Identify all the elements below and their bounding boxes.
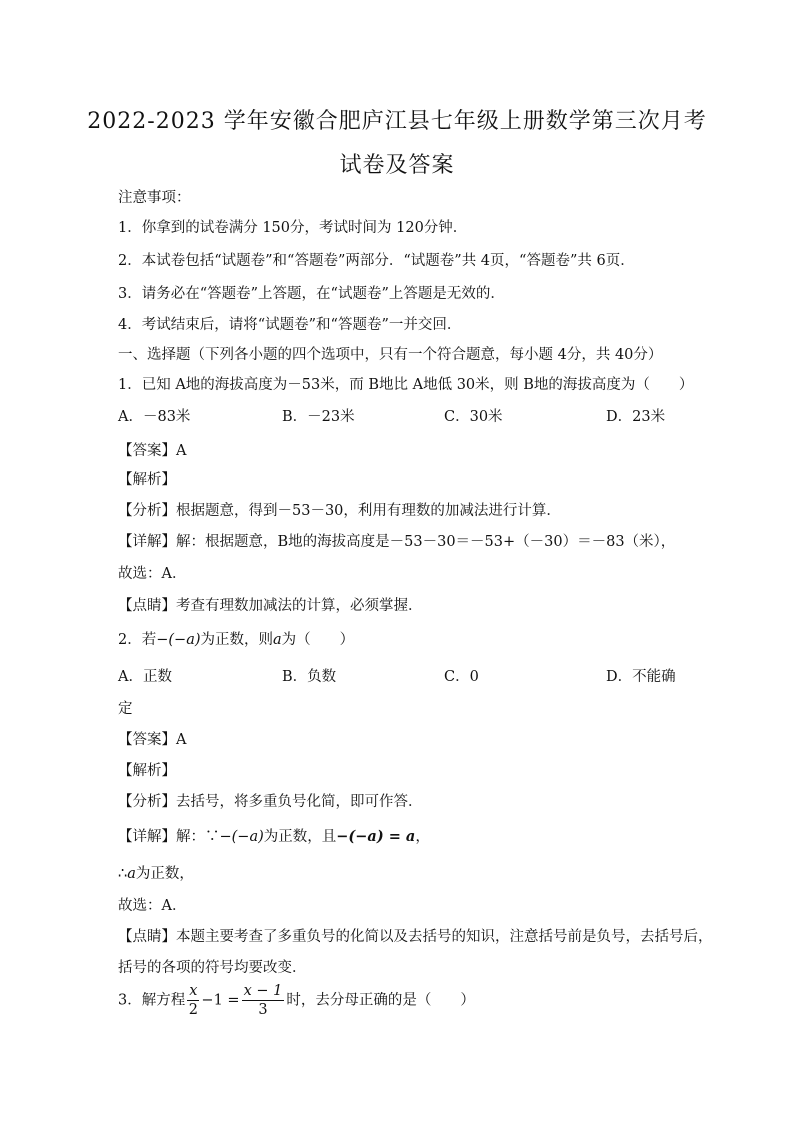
q2-option-c: C．0	[444, 669, 479, 685]
q2-xiangjie-expr1: −(−a)	[219, 829, 264, 845]
q1-option-b: B．－23米	[282, 409, 355, 425]
q1-option-a: A．－83米	[118, 409, 191, 425]
q2-stem-var: a	[273, 632, 282, 648]
q3-stem-mid: −1 =	[201, 992, 240, 1009]
notice-header: 注意事项：	[118, 190, 191, 206]
q1-analysis-label: 【解析】	[118, 472, 176, 488]
q2-therefore-var: a	[127, 866, 136, 882]
q2-xiangjie-expr2: −(−a) = a	[336, 828, 416, 845]
notice-item-3: 3．请务必在“答题卷”上答题，在“试题卷”上答题是无效的．	[118, 286, 505, 302]
q2-stem-expr: −(−a)	[156, 632, 201, 648]
q1-option-d: D．23米	[606, 409, 666, 425]
q2-stem-pre: 2．若	[118, 632, 157, 648]
q2-answer: 【答案】A	[118, 732, 187, 748]
q3-stem-post: 时，去分母正确的是（ ）	[286, 992, 475, 1009]
q2-dianjing-line-2: 括号的各项的符号均要改变．	[118, 960, 307, 976]
q1-option-c: C．30米	[444, 409, 503, 425]
q1-xiangjie: 【详解】解：根据题意，B地的海拔高度是－53－30＝－53+（－30）＝－83（米），	[118, 534, 676, 550]
q2-xiangjie	[118, 825, 430, 846]
q2-fenxi: 【分析】去括号，将多重负号化简，即可作答．	[118, 794, 423, 810]
section-heading: 一、选择题（下列各小题的四个选项中，只有一个符合题意，每小题 4分，共 40分）	[118, 347, 663, 363]
q2-therefore	[118, 862, 194, 883]
q3-fraction-1	[187, 982, 199, 1019]
q3-fraction-1-numerator: x	[189, 983, 198, 999]
q2-analysis-label: 【解析】	[118, 763, 176, 779]
q2-option-b: B．负数	[282, 669, 337, 685]
q2-dianjing-line-1: 【点睛】本题主要考查了多重负号的化简以及去括号的知识，注意括号前是负号，去括号后，	[118, 929, 713, 945]
doc-title-line-2: 试卷及答案	[339, 153, 455, 178]
q3-fraction-2-denominator: 3	[258, 1002, 268, 1018]
q3-stem	[118, 982, 475, 1019]
q1-guxuan: 故选：A．	[118, 566, 187, 582]
q2-guxuan: 故选：A．	[118, 898, 187, 914]
q2-option-a: A．正数	[118, 669, 172, 685]
q2-stem	[118, 628, 354, 649]
q2-therefore-post: 为正数，	[135, 866, 194, 882]
q2-stem-post: 为（ ）	[281, 632, 355, 648]
q3-fraction-1-denominator: 2	[188, 1002, 198, 1018]
notice-item-1: 1．你拿到的试卷满分 150分，考试时间为 120分钟．	[118, 220, 468, 236]
notice-item-2: 2．本试卷包括“试题卷”和“答题卷”两部分．“试题卷”共 4页，“答题卷”共 6页．	[118, 253, 635, 269]
q1-answer: 【答案】A	[118, 443, 187, 459]
q1-fenxi: 【分析】根据题意，得到－53－30，利用有理数的加减法进行计算．	[118, 503, 561, 519]
q1-stem: 1．已知 A地的海拔高度为－53米，而 B地比 A地低 30米，则 B地的海拔高度为（ ）	[118, 377, 694, 393]
q2-xiangjie-pre: 【详解】解：∵	[118, 829, 220, 845]
q1-dianjing: 【点睛】考查有理数加减法的计算，必须掌握．	[118, 598, 423, 614]
q3-fraction-2	[242, 982, 285, 1019]
notice-item-4: 4．考试结束后，请将“试题卷”和“答题卷”一并交回．	[118, 317, 462, 333]
q3-fraction-2-numerator: x − 1	[243, 983, 283, 999]
q2-xiangjie-mid: 为正数，且	[263, 829, 337, 845]
doc-title-line-1: 2022-2023 学年安徽合肥庐江县七年级上册数学第三次月考	[87, 109, 707, 134]
q2-stem-mid: 为正数，则	[200, 632, 273, 648]
q2-option-d-continued: 定	[118, 701, 133, 717]
q2-option-d: D．不能确	[606, 669, 676, 685]
q2-xiangjie-post: ，	[415, 829, 430, 845]
q3-stem-pre: 3．解方程	[118, 992, 186, 1009]
q2-therefore-pre: ∴	[118, 866, 128, 882]
